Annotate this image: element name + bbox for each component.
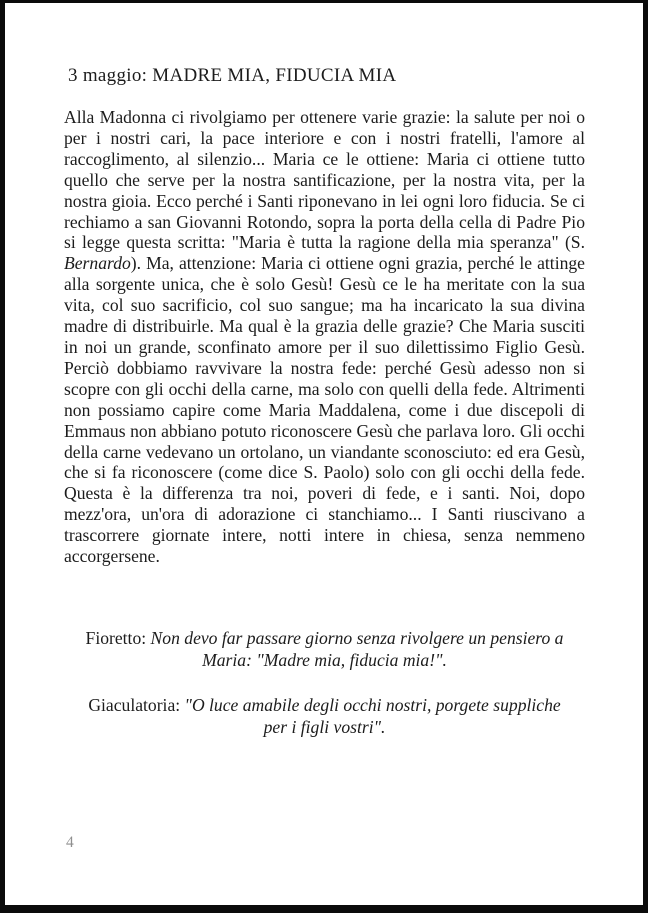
body-text-part1: Alla Madonna ci rivolgiamo per ottenere varie grazie: la salute per noi o per i nostri cari, la pace interiore e con i nostri fratelli, l'amore al raccoglimento, al silenzio... Maria ce le ottiene: Maria ci ottiene tutto quello che serve per la nostra santificazione, per la nostra vita, per la nostra gioia. Ecco perché i Santi riponevano in lei ogni loro fiducia. Se ci rechiamo a san Giovanni Rotondo, sopra la porta della cella di Padre Pio si legge questa scritta: "Maria è tutta la ragione della mia speranza" (S. [64,107,585,253]
body-text-part2: ). Ma, attenzione: Maria ci ottiene ogni grazia, perché le attinge alla sorgente unica, che è solo Gesù! Gesù ce le ha meritate con la sua vita, col suo sacrificio, col suo sangue; ma ha incaricato la sua divina madre di distribuirle. Ma qual è la grazia delle grazie? Che Maria susciti in noi un grande, sconfinato amore per il suo dilettissimo Figlio Gesù. Perciò dobbiamo ravvivare la nostra fede: perché Gesù adesso non si scopre con gli occhi della carne, ma solo con quelli della fede. Altrimenti non possiamo capire come Maria Maddalena, come i due discepoli di Emmaus non abbiano potuto riconoscere Gesù che parlava loro. Gli occhi della carne vedevano un ortolano, un viandante sconosciuto: ed era Gesù, che si fa riconoscere (come dice S. Paolo) solo con gli occhi della fede. Questa è la differenza tra noi, poveri di fede, e i santi. Noi, dopo mezz'ora, un'ora di adorazione ci stanchiamo... I Santi riuscivano a trascorrere giornate intere, notti intere in chiesa, senza nemmeno accorgersene. [64,253,585,567]
body-text-italic-name: Bernardo [64,253,131,274]
fioretto-text: Non devo far passare giorno senza rivolgere un pensiero a Maria: "Madre mia, fiducia mia!". [146,628,564,670]
fioretto-block [84,627,565,671]
giaculatoria-block [84,694,565,738]
fioretto-label: Fioretto: [85,628,147,648]
book-page [5,3,643,905]
page-number: 4 [66,834,74,851]
giaculatoria-label: Giaculatoria: [88,695,181,715]
page-title: 3 maggio: MADRE MIA, FIDUCIA MIA [68,65,397,86]
body-paragraph [64,107,585,567]
giaculatoria-text: "O luce amabile degli occhi nostri, porgete suppliche per i figli vostri". [180,695,561,737]
